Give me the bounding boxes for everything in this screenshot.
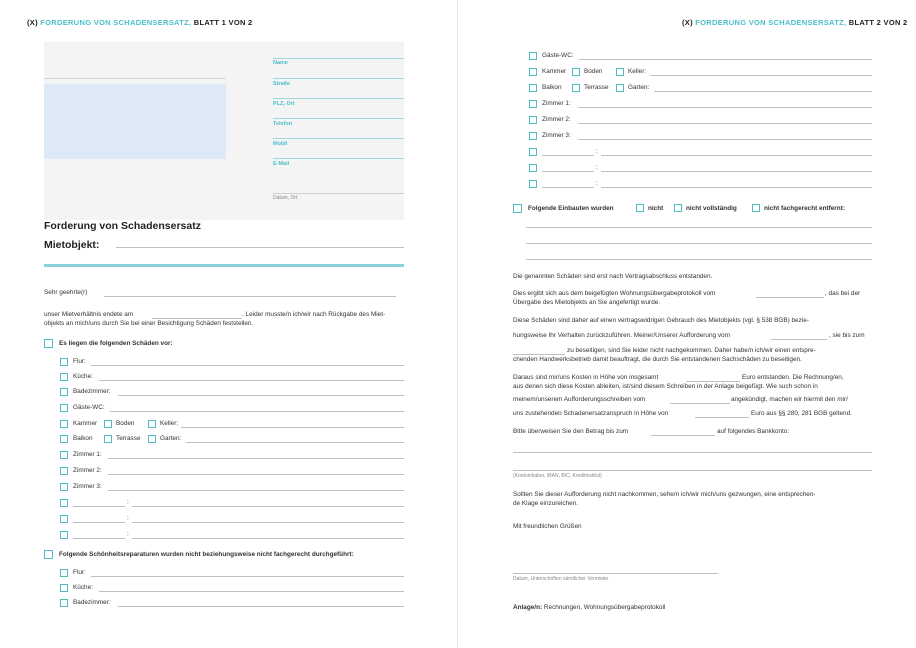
- protocol-date-field[interactable]: [756, 297, 824, 298]
- repair-gaeste-checkbox[interactable]: [529, 52, 537, 60]
- paragraph-cause-cont: , sie bis zum: [829, 332, 865, 339]
- kammer-label: Kammer: [73, 420, 98, 427]
- repair-bad-checkbox[interactable]: [60, 599, 68, 607]
- document-title: Forderung von Schadensersatz: [44, 220, 201, 232]
- transfer-date-field[interactable]: [651, 435, 715, 436]
- recipient-top-line: [44, 78, 226, 79]
- repair-flur-checkbox[interactable]: [60, 569, 68, 577]
- repair-balkon-label: Balkon: [542, 84, 562, 91]
- repairs-heading: Folgende Schönheitsreparaturen wurden nicht beziehungsweise nicht fachgerecht durchgeführt:: [59, 551, 354, 558]
- bank-line[interactable]: [513, 470, 872, 471]
- fixtures-not-label: nicht: [648, 205, 664, 212]
- fixtures-incomplete-checkbox[interactable]: [674, 204, 682, 212]
- custom-room-field[interactable]: [132, 522, 404, 523]
- fixtures-line[interactable]: [526, 259, 872, 260]
- kueche-field[interactable]: [99, 380, 404, 381]
- repair-gaeste-field[interactable]: [579, 59, 872, 60]
- paragraph-transfer-cont: auf folgendes Bankkonto:: [717, 428, 790, 435]
- fixtures-not-checkbox[interactable]: [636, 204, 644, 212]
- bank-caption: (Kontoinhaber, IBAN, BIC, Kreditinstitut): [513, 473, 602, 479]
- repair-keller-checkbox[interactable]: [616, 68, 624, 76]
- intro-text-cont: . Leider musste/n ich/wir nach Rückgabe des Miet-: [242, 311, 386, 318]
- repair-kammer-label: Kammer: [542, 68, 567, 75]
- damages-heading: Es liegen die folgenden Schäden vor:: [59, 340, 173, 347]
- gaeste-label: Gäste-WC:: [73, 404, 105, 411]
- zimmer3-field[interactable]: [108, 490, 404, 491]
- paragraph-legal-line2: de Klage einzureichen.: [513, 500, 579, 507]
- attachments-text: Rechnungen, Wohnungsübergabeprotokoll: [543, 604, 666, 611]
- flur-checkbox[interactable]: [60, 358, 68, 366]
- paragraph-cause-line3: zu beseitigen, sind Sie leider nicht nachgekommen. Daher habe/n ich/wir einen entspre-: [567, 347, 816, 354]
- sheet-header: [682, 18, 908, 27]
- repair-balkon-field[interactable]: [654, 91, 872, 92]
- phone-label: Telefon: [273, 121, 293, 127]
- repair-custom-field[interactable]: [601, 171, 872, 172]
- kammer-checkbox[interactable]: [60, 420, 68, 428]
- street-label: Straße: [273, 81, 291, 87]
- colon: :: [127, 499, 129, 506]
- zimmer2-label: Zimmer 2:: [73, 467, 102, 474]
- terrasse-label: Terrasse: [116, 435, 141, 442]
- repair-keller-label: Keller:: [628, 68, 647, 75]
- paragraph-protocol-line2: Übergabe des Mietobjekts an Sie angefertigt wurde.: [513, 299, 661, 306]
- repair-kammer-checkbox[interactable]: [529, 68, 537, 76]
- repair-zimmer3-label: Zimmer 3:: [542, 132, 571, 139]
- repair-garten-label: Garten:: [628, 84, 650, 91]
- name-label: Name: [273, 60, 288, 66]
- repair-zimmer2-field[interactable]: [578, 123, 872, 124]
- paragraph-cause-line4: chenden Handwerksbetrieb damit beauftragt, die durch Sie entstandenen Sachschäden zu beseitigen.: [513, 356, 802, 363]
- repair-custom-checkbox[interactable]: [529, 164, 537, 172]
- repair-terrasse-label: Terrasse: [584, 84, 609, 91]
- repair-garten-checkbox[interactable]: [616, 84, 624, 92]
- paragraph-costs-cont: Euro entstanden. Die Rechnung/en,: [742, 374, 844, 381]
- repair-bad-field[interactable]: [118, 606, 404, 607]
- keller-label: Keller:: [160, 420, 179, 427]
- repair-kueche-label: Küche:: [73, 584, 93, 591]
- repair-zimmer3-checkbox[interactable]: [529, 132, 537, 140]
- sheet-2: [458, 0, 916, 648]
- gaeste-field[interactable]: [110, 411, 404, 412]
- custom-room-name-field[interactable]: [73, 538, 125, 539]
- signature-caption: Datum, Unterschriften sämtlicher Vermieter: [513, 576, 609, 582]
- fixtures-improper-checkbox[interactable]: [752, 204, 760, 212]
- kammer-field[interactable]: [181, 427, 404, 428]
- bank-line[interactable]: [513, 452, 872, 453]
- paragraph-costs-line3: meinem/unserem Aufforderungsschreiben vom: [513, 396, 646, 403]
- zimmer2-checkbox[interactable]: [60, 467, 68, 475]
- repair-flur-field[interactable]: [91, 576, 404, 577]
- repair-balkon-checkbox[interactable]: [529, 84, 537, 92]
- boden-checkbox[interactable]: [104, 420, 112, 428]
- request-date-field[interactable]: [771, 339, 827, 340]
- recipient-address-box[interactable]: [44, 84, 226, 159]
- intro-text-line2: objekts an mich/uns durch Sie bei einer Besichtigung Schäden feststellen.: [44, 320, 254, 327]
- header-sheet-number: BLATT 1 VON 2: [193, 18, 253, 27]
- demand-letter-date-field[interactable]: [670, 403, 730, 404]
- keller-checkbox[interactable]: [148, 420, 156, 428]
- custom-room-name-field[interactable]: [73, 506, 125, 507]
- repair-custom-checkbox[interactable]: [529, 180, 537, 188]
- zip-city-field[interactable]: [273, 98, 404, 99]
- paragraph-protocol-cont: , das bei der: [825, 290, 861, 297]
- repair-kammer-field[interactable]: [650, 75, 872, 76]
- paragraph-legal: Sollten Sie dieser Aufforderung nicht nachkommen, sehe/n ich/wir mich/uns gezwungen, eine entsprechen-: [513, 491, 816, 498]
- custom-room-name-field[interactable]: [73, 522, 125, 523]
- repair-zimmer3-field[interactable]: [578, 139, 872, 140]
- intro-text: unser Mietverhältnis endete am: [44, 311, 134, 318]
- header-title: FORDERUNG VON SCHADENSERSATZ,: [40, 18, 192, 27]
- fixtures-heading: Folgende Einbauten wurden: [528, 205, 614, 212]
- paragraph-transfer: Bitte überweisen Sie den Betrag bis zum: [513, 428, 629, 435]
- custom-room-checkbox[interactable]: [60, 515, 68, 523]
- garten-checkbox[interactable]: [148, 435, 156, 443]
- repairs-checkbox[interactable]: [44, 550, 53, 559]
- mobile-label: Mobil: [273, 141, 288, 147]
- zimmer3-checkbox[interactable]: [60, 483, 68, 491]
- mobile-field[interactable]: [273, 138, 404, 139]
- zimmer2-field[interactable]: [108, 474, 404, 475]
- date-place-field[interactable]: [273, 193, 404, 194]
- sheet-header: [27, 18, 253, 27]
- zimmer1-checkbox[interactable]: [60, 451, 68, 459]
- repair-custom-name-field[interactable]: [542, 187, 594, 188]
- bad-checkbox[interactable]: [60, 388, 68, 396]
- custom-room-checkbox[interactable]: [60, 531, 68, 539]
- repair-boden-label: Boden: [584, 68, 603, 75]
- repair-flur-label: Flur:: [73, 569, 86, 576]
- zimmer1-field[interactable]: [108, 458, 404, 459]
- paragraph-protocol: Dies ergibt sich aus dem beigefügten Wohnungsübergabeprotokoll vom: [513, 290, 716, 297]
- repair-terrasse-checkbox[interactable]: [572, 84, 580, 92]
- header-sheet-number: BLATT 2 VON 2: [848, 18, 908, 27]
- closing: Mit freundlichen Grüßen: [513, 523, 582, 530]
- x-mark: (X): [27, 18, 38, 27]
- paragraph-costs-line4-cont: Euro aus §§ 280, 281 BGB geltend.: [751, 410, 852, 417]
- attachments-label: Anlage/n:: [513, 604, 543, 611]
- date-place-label: Datum, Ort: [273, 195, 298, 201]
- zimmer3-label: Zimmer 3:: [73, 483, 102, 490]
- paragraph-costs-line4: uns zustehenden Schadenersatzanspruch in Höhe von: [513, 410, 669, 417]
- paragraph-origin: Die genannten Schäden sind erst nach Vertragsabschluss entstanden.: [513, 273, 713, 280]
- paragraph-costs-line2: aus denen sich diese Kosten ableiten, ist/sind diesem Schreiben in der Anlage beigefügt. Wie such schon in: [513, 383, 818, 390]
- header-title: FORDERUNG VON SCHADENSERSATZ,: [695, 18, 847, 27]
- repair-zimmer2-label: Zimmer 2:: [542, 116, 571, 123]
- flur-label: Flur:: [73, 358, 86, 365]
- repair-zimmer1-label: Zimmer 1:: [542, 100, 571, 107]
- email-label: E-Mail: [273, 161, 290, 167]
- paragraph-costs-line3-cont: angekündigt, machen wir hiermit den mir/: [731, 396, 848, 403]
- repair-custom-name-field[interactable]: [542, 171, 594, 172]
- object-field[interactable]: [116, 247, 404, 248]
- repair-custom-name-field[interactable]: [542, 155, 594, 156]
- street-field[interactable]: [273, 78, 404, 79]
- repair-zimmer2-checkbox[interactable]: [529, 116, 537, 124]
- custom-room-checkbox[interactable]: [60, 499, 68, 507]
- fixtures-incomplete-label: nicht vollständig: [686, 205, 737, 212]
- fixtures-checkbox[interactable]: [513, 204, 522, 213]
- email-field[interactable]: [273, 158, 404, 159]
- paragraph-costs: Daraus sind mir/uns Kosten in Höhe von insgesamt: [513, 374, 659, 381]
- colon: :: [596, 180, 598, 187]
- repair-bad-label: Badezimmer:: [73, 599, 111, 606]
- terrasse-checkbox[interactable]: [104, 435, 112, 443]
- zip-city-label: PLZ, Ort: [273, 101, 295, 107]
- damages-checkbox[interactable]: [44, 339, 53, 348]
- title-divider: [44, 264, 404, 267]
- repair-custom-field[interactable]: [601, 187, 872, 188]
- repair-kueche-field[interactable]: [99, 591, 404, 592]
- balkon-field[interactable]: [186, 442, 404, 443]
- repair-custom-field[interactable]: [601, 155, 872, 156]
- repair-custom-checkbox[interactable]: [529, 148, 537, 156]
- zimmer1-label: Zimmer 1:: [73, 451, 102, 458]
- boden-label: Boden: [116, 420, 135, 427]
- fixtures-line[interactable]: [526, 227, 872, 228]
- phone-field[interactable]: [273, 118, 404, 119]
- bad-field[interactable]: [118, 395, 404, 396]
- object-label: Mietobjekt:: [44, 239, 100, 251]
- garten-label: Garten:: [160, 435, 182, 442]
- name-field[interactable]: [273, 58, 404, 59]
- repair-kueche-checkbox[interactable]: [60, 584, 68, 592]
- salutation: Sehr geehrte(r): [44, 289, 88, 296]
- salutation-name-field[interactable]: [104, 296, 396, 297]
- colon: :: [596, 148, 598, 155]
- gaeste-checkbox[interactable]: [60, 404, 68, 412]
- claim-amount-field[interactable]: [695, 417, 749, 418]
- repair-gaeste-label: Gäste-WC:: [542, 52, 574, 59]
- kueche-label: Küche:: [73, 373, 93, 380]
- repair-zimmer1-field[interactable]: [578, 107, 872, 108]
- custom-room-field[interactable]: [132, 538, 404, 539]
- flur-field[interactable]: [91, 365, 404, 366]
- x-mark: (X): [682, 18, 693, 27]
- colon: :: [127, 515, 129, 522]
- kueche-checkbox[interactable]: [60, 373, 68, 381]
- paragraph-cause-line2: hungsweise Ihr Verhalten zurückzuführen. Meiner/Unserer Aufforderung vom: [513, 332, 730, 339]
- colon: :: [127, 531, 129, 538]
- paragraph-cause: Diese Schäden sind daher auf einen vertragswidrigen Gebrauch des Mietobjekts (vgl. § 538 BGB) bezie-: [513, 317, 809, 324]
- fixtures-improper-label: nicht fachgerecht entfernt:: [764, 205, 845, 212]
- custom-room-field[interactable]: [132, 506, 404, 507]
- colon: :: [596, 164, 598, 171]
- balkon-label: Balkon: [73, 435, 93, 442]
- bad-label: Badezimmer:: [73, 388, 111, 395]
- repair-zimmer1-checkbox[interactable]: [529, 100, 537, 108]
- signature-line[interactable]: [513, 573, 718, 574]
- repair-boden-checkbox[interactable]: [572, 68, 580, 76]
- balkon-checkbox[interactable]: [60, 435, 68, 443]
- fixtures-line[interactable]: [526, 243, 872, 244]
